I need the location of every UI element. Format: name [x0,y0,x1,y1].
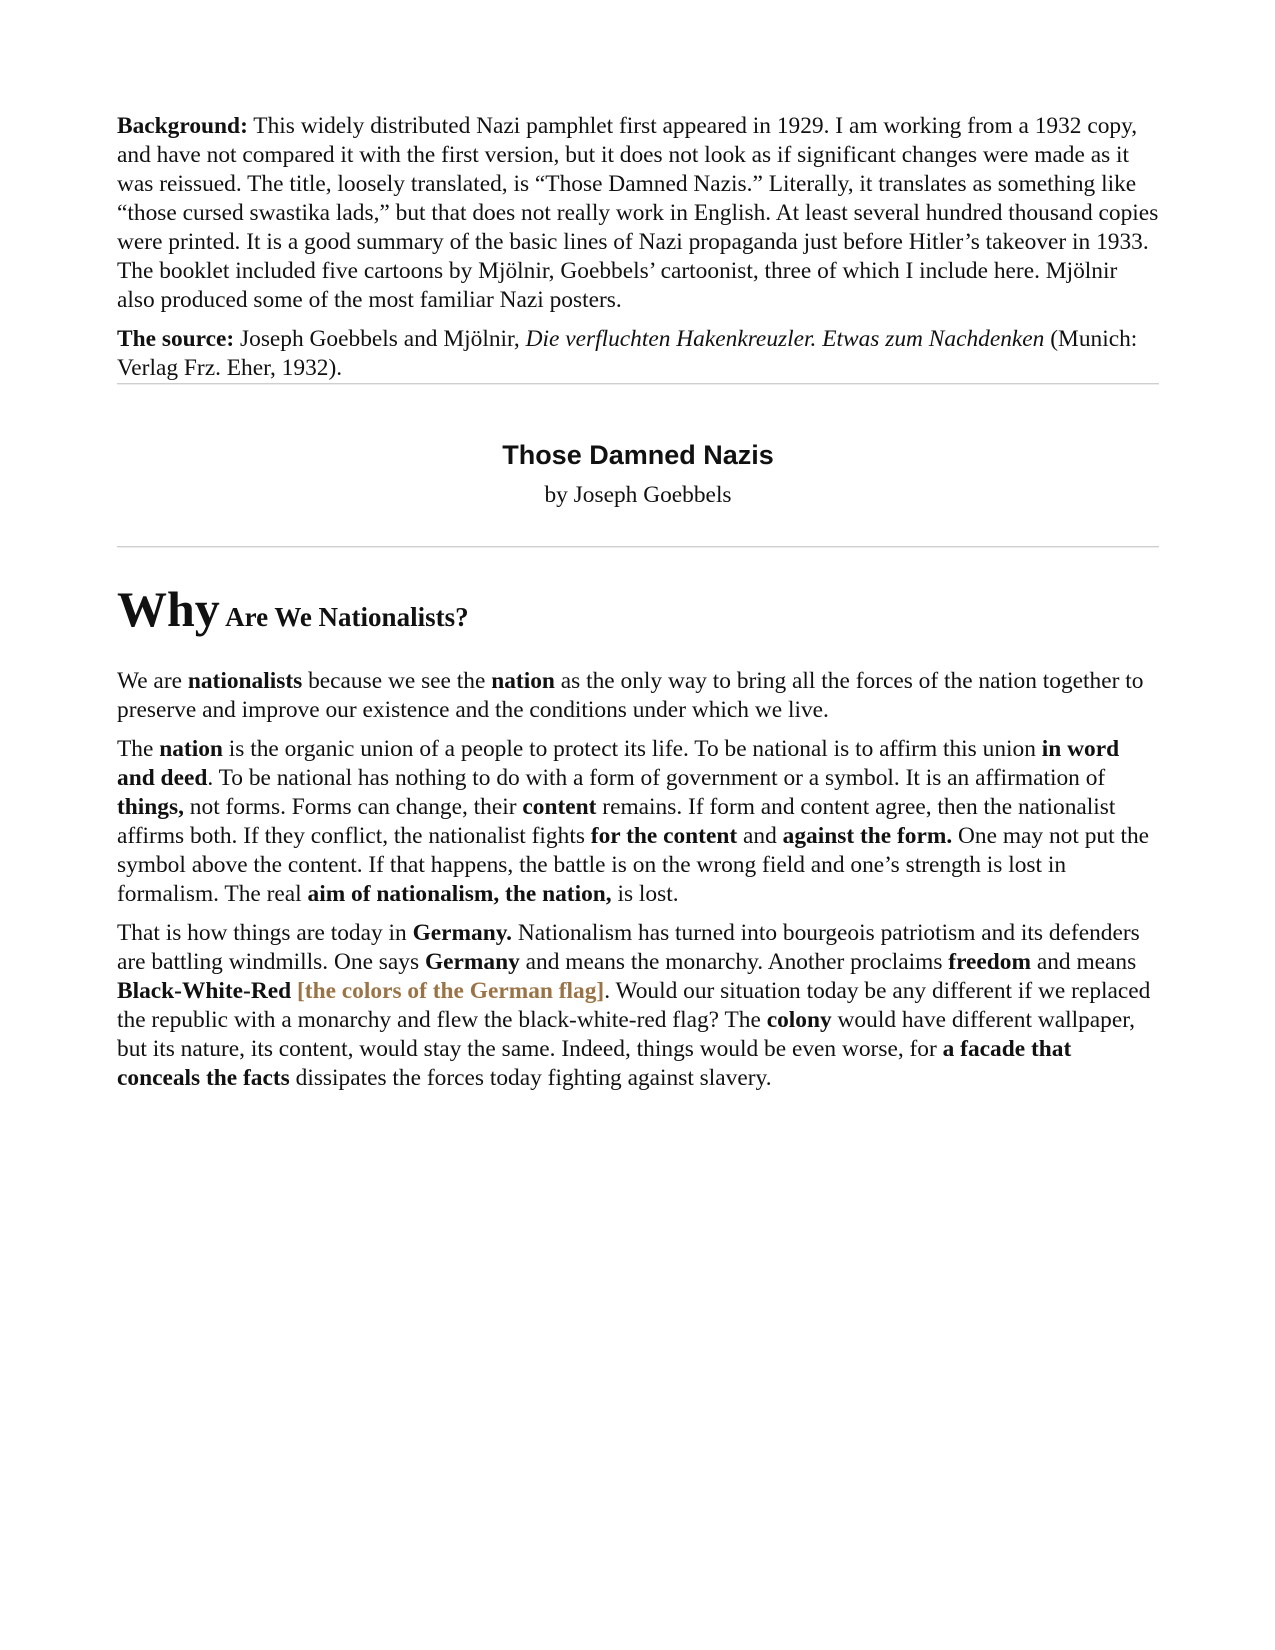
bold-content: content [522,794,597,820]
bold-black-white-red: Black-White-Red [117,978,292,1004]
text-run: Nationalism has turned into bourgeois patriotism and its defenders are battling windmills. One says [117,920,1140,975]
bold-things: things, [117,794,184,820]
text-run: and means [1030,949,1137,975]
text-run: would have different wallpaper, but its nature, its content, would stay the same. Indeed, things would be even worse, for [117,1007,1135,1062]
text-run: . Would our situation today be any different if we replaced the republic with a monarchy and flew the black-white-red flag? The [117,978,1151,1033]
body-paragraph-2 [117,735,1159,909]
text-run: . To be national has nothing to do with a form of government or a symbol. It is an affirmation of [207,765,1106,791]
section-heading-dropcap: Why [117,581,220,637]
text-run: The [117,736,160,762]
section-heading-rest: Are We Nationalists? [219,602,469,632]
text-run: and means the monarchy. Another proclaims [519,949,949,975]
document-page [117,112,1159,1103]
bold-germany: Germany [424,949,520,975]
bold-facade: a facade that conceals the facts [117,1036,1072,1091]
bold-nation: nation [159,736,223,762]
bold-for-the-content: for the content [590,823,738,849]
background-text: This widely distributed Nazi pamphlet first appeared in 1929. I am working from a 1932 copy, and have not compared it with the first version, but it does not look as if significant changes were made as it was reissued. The title, loosely translated, is “Those Damned Nazis.” Literally, it translates as something like “those cursed swastika lads,” but that does not really work in English. At least several hundred thousand copies were printed. It is a good summary of the basic lines of Nazi propaganda just before Hitler’s takeover in 1933. The booklet included five cartoons by Mjölnir, Goebbels’ cartoonist, three of which I include here. Mjölnir also produced some of the most familiar Nazi posters. [117,113,1159,313]
text-run: not forms. Forms can change, their [183,794,523,820]
text-run: That is how things are today in [117,920,413,946]
editor-annotation: [the colors of the German flag] [296,978,605,1004]
text-run: We are [117,668,188,694]
text-run: is lost. [611,881,679,907]
text-run: and [737,823,783,849]
section-heading [117,581,1159,647]
text-run: as the only way to bring all the forces of the nation together to preserve and improve our existence and the conditions under which we live. [117,668,1144,723]
bold-against-the-form: against the form. [782,823,953,849]
bold-nation: nation [491,668,555,694]
title-block [117,385,1159,546]
bold-aim-of-nationalism: aim of nationalism, the nation, [307,881,612,907]
text-run: is the organic union of a people to protect its life. To be national is to affirm this union [222,736,1042,762]
bold-freedom: freedom [948,949,1031,975]
document-byline: by Joseph Goebbels [544,482,732,508]
body-paragraph-3 [117,919,1159,1093]
bold-colony: colony [766,1007,832,1033]
bold-word-and-deed: in word and deed [117,736,1120,791]
divider-bottom [117,546,1159,548]
body-paragraph-1 [117,667,1159,725]
text-run: One may not put the symbol above the content. If that happens, the battle is on the wrong field and one’s strength is lost in formalism. The real [117,823,1150,907]
source-paragraph [117,325,1159,383]
text-run: dissipates the forces today fighting against slavery. [289,1065,772,1091]
bold-germany: Germany. [412,920,512,946]
source-publication: (Munich: Verlag Frz. Eher, 1932). [117,326,1138,381]
background-label: Background: [117,113,248,139]
text-run: remains. If form and content agree, then the nationalist affirms both. If they conflict, the nationalist fights [117,794,1116,849]
bold-nationalists: nationalists [187,668,303,694]
source-label: The source: [117,326,235,352]
document-title: Those Damned Nazis [502,440,774,470]
source-title: Die verfluchten Hakenkreuzler. Etwas zum Nachdenken [525,326,1045,352]
background-paragraph [117,112,1159,315]
source-authors: Joseph Goebbels and Mjölnir, [234,326,526,352]
text-run: because we see the [302,668,492,694]
